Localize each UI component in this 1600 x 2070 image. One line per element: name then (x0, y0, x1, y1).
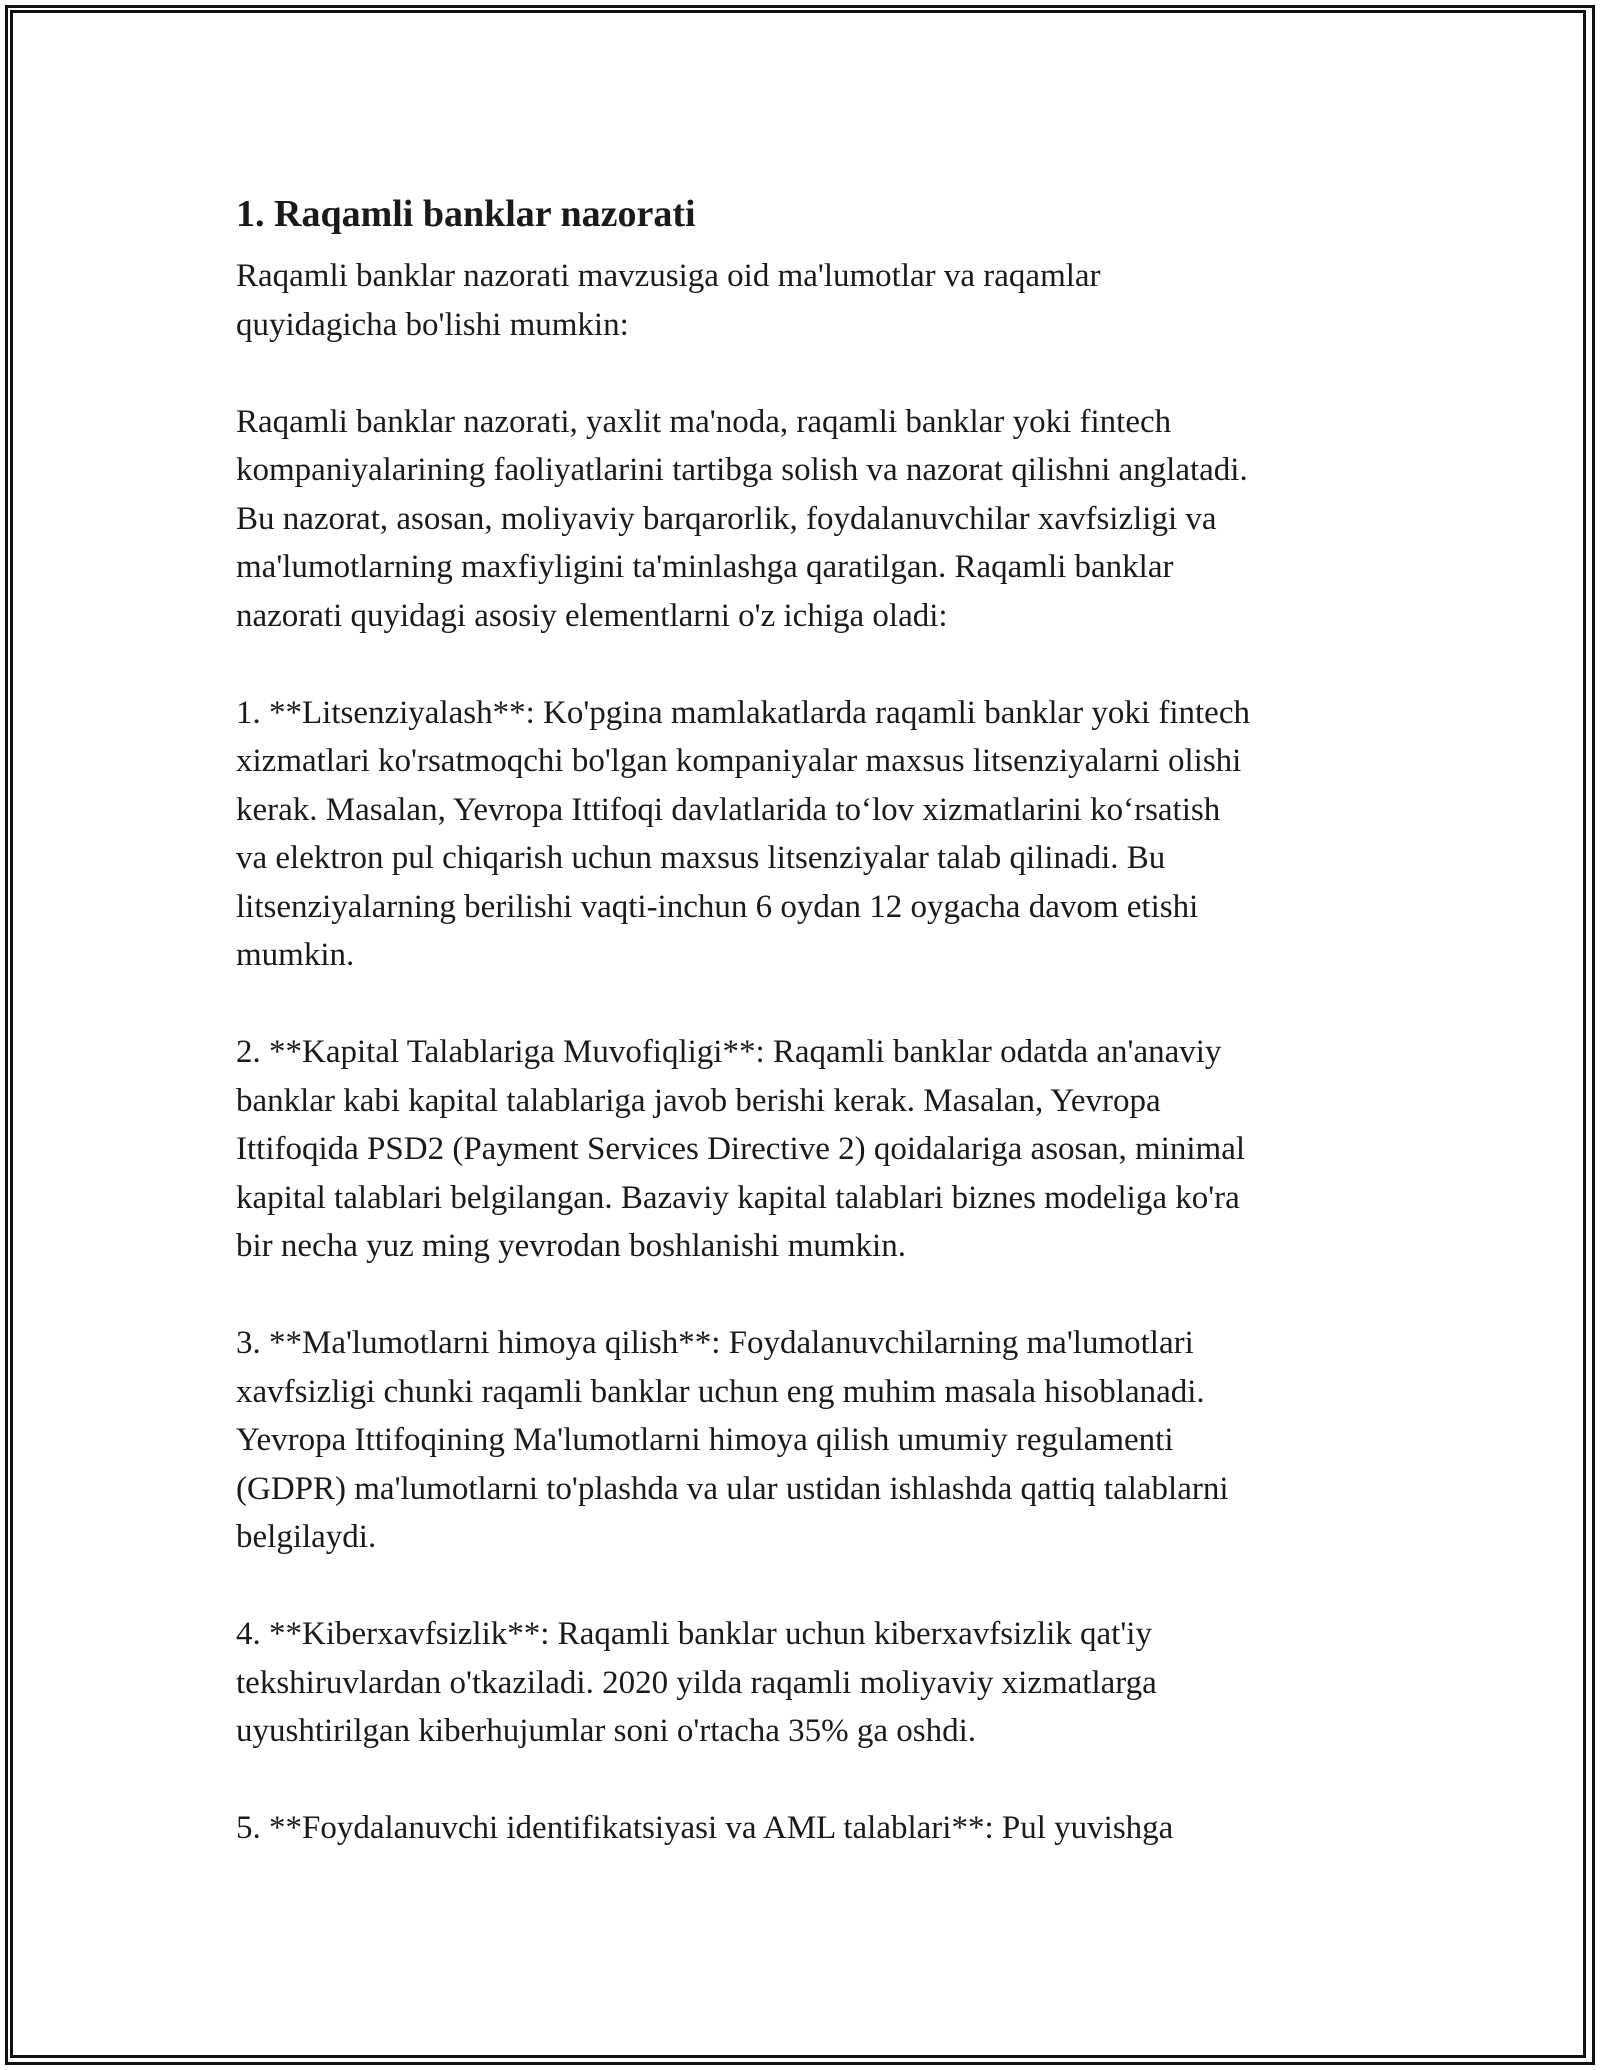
section-heading: 1. Raqamli banklar nazorati (236, 193, 696, 235)
document-body (236, 188, 1386, 1901)
aml-paragraph: 5. **Foydalanuvchi identifikatsiyasi va AML talablari**: Pul yuvishga (236, 1810, 1174, 1846)
intro-paragraph: Raqamli banklar nazorati mavzusiga oid ma'lumotlar va raqamlar quyidagicha bo'lishi mumkin: (236, 258, 1101, 343)
data-protection-paragraph: 3. **Ma'lumotlarni himoya qilish**: Foydalanuvchilarning ma'lumotlari xavfsizligi chunki raqamli banklar uchun eng muhim masala hisoblanadi. Yevropa Ittifoqining Ma'lumotlarni himoya qilish umumiy regulamenti (GDPR) ma'lumotlarni to'plashda va ular ustidan ishlashda qattiq talablarni belgilaydi. (236, 1325, 1229, 1555)
cybersecurity-paragraph: 4. **Kiberxavfsizlik**: Raqamli banklar uchun kiberxavfsizlik qat'iy tekshiruvlardan o'tkaziladi. 2020 yilda raqamli moliyaviy xizmatlarga uyushtirilgan kiberhujumlar soni o'rtacha 35% ga oshdi. (236, 1616, 1157, 1749)
overview-paragraph: Raqamli banklar nazorati, yaxlit ma'noda, raqamli banklar yoki fintech kompaniyalarining faoliyatlarini tartibga solish va nazorat qilishni anglatadi. Bu nazorat, asosan, moliyaviy barqarorlik, foydalanuvchilar xavfsizligi va ma'lumotlarning maxfiyligini ta'minlashga qaratilgan. Raqamli banklar nazorati quyidagi asosiy elementlarni o'z ichiga oladi: (236, 403, 1248, 634)
capital-requirements-paragraph: 2. **Kapital Talablariga Muvofiqligi**: Raqamli banklar odatda an'anaviy banklar kabi kapital talablariga javob berishi kerak. Masalan, Yevropa Ittifoqida PSD2 (Payment Services Directive 2) qoidalariga asosan, minimal kapital talablari belgilangan. Bazaviy kapital talablari biznes modeliga ko'ra bir necha yuz ming yevrodan boshlanishi mumkin. (236, 1034, 1246, 1264)
licensing-paragraph: 1. **Litsenziyalash**: Ko'pgina mamlakatlarda raqamli banklar yoki fintech xizmatlari ko'rsatmoqchi bo'lgan kompaniyalar maxsus litsenziyalarni olishi kerak. Masalan, Yevropa Ittifoqi davlatlarida to‘lov xizmatlarini ko‘rsatish va elektron pul chiqarish uchun maxsus litsenziyalar talab qilinadi. Bu litsenziyalarning berilishi vaqti-inchun 6 oydan 12 oygacha davom etishi mumkin. (236, 694, 1250, 973)
